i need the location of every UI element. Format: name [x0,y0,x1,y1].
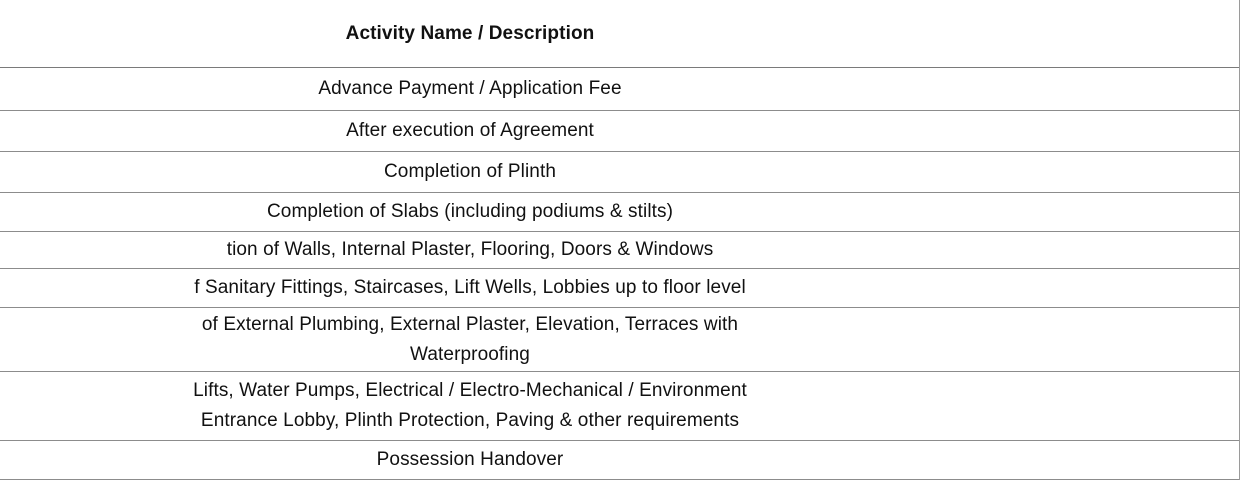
table-row [0,269,1239,308]
row-5-line-1: tion of Walls, Internal Plaster, Flooring, Doors & Windows [226,239,714,260]
table-row [0,232,1239,269]
row-4-line-1: Completion of Slabs (including podiums & stilts) [266,201,674,222]
row-1-line-1: Advance Payment / Application Fee [318,78,622,99]
header-activity-name: Activity Name / Description [345,22,595,44]
table-row [0,372,1239,441]
row-2-line-1: After execution of Agreement [346,120,594,141]
table-row [0,152,1239,193]
row-7-line-1: of External Plumbing, External Plaster, Elevation, Terraces with [201,313,739,335]
table-header [0,0,1239,68]
table-row [0,111,1239,152]
table-row [0,441,1239,480]
row-3-line-1: Completion of Plinth [383,161,557,182]
row-6-line-1: f Sanitary Fittings, Staircases, Lift Wells, Lobbies up to floor level [194,277,746,298]
row-9-line-1: Possession Handover [376,449,564,470]
table-row [0,68,1239,111]
table-row [0,193,1239,232]
row-8-line-1: Lifts, Water Pumps, Electrical / Electro-Mechanical / Environment [193,380,747,401]
row-7-line-2: Waterproofing [410,343,530,365]
row-8-line-2: Entrance Lobby, Plinth Protection, Paving & other requirements [200,410,740,431]
table-row [0,308,1239,372]
